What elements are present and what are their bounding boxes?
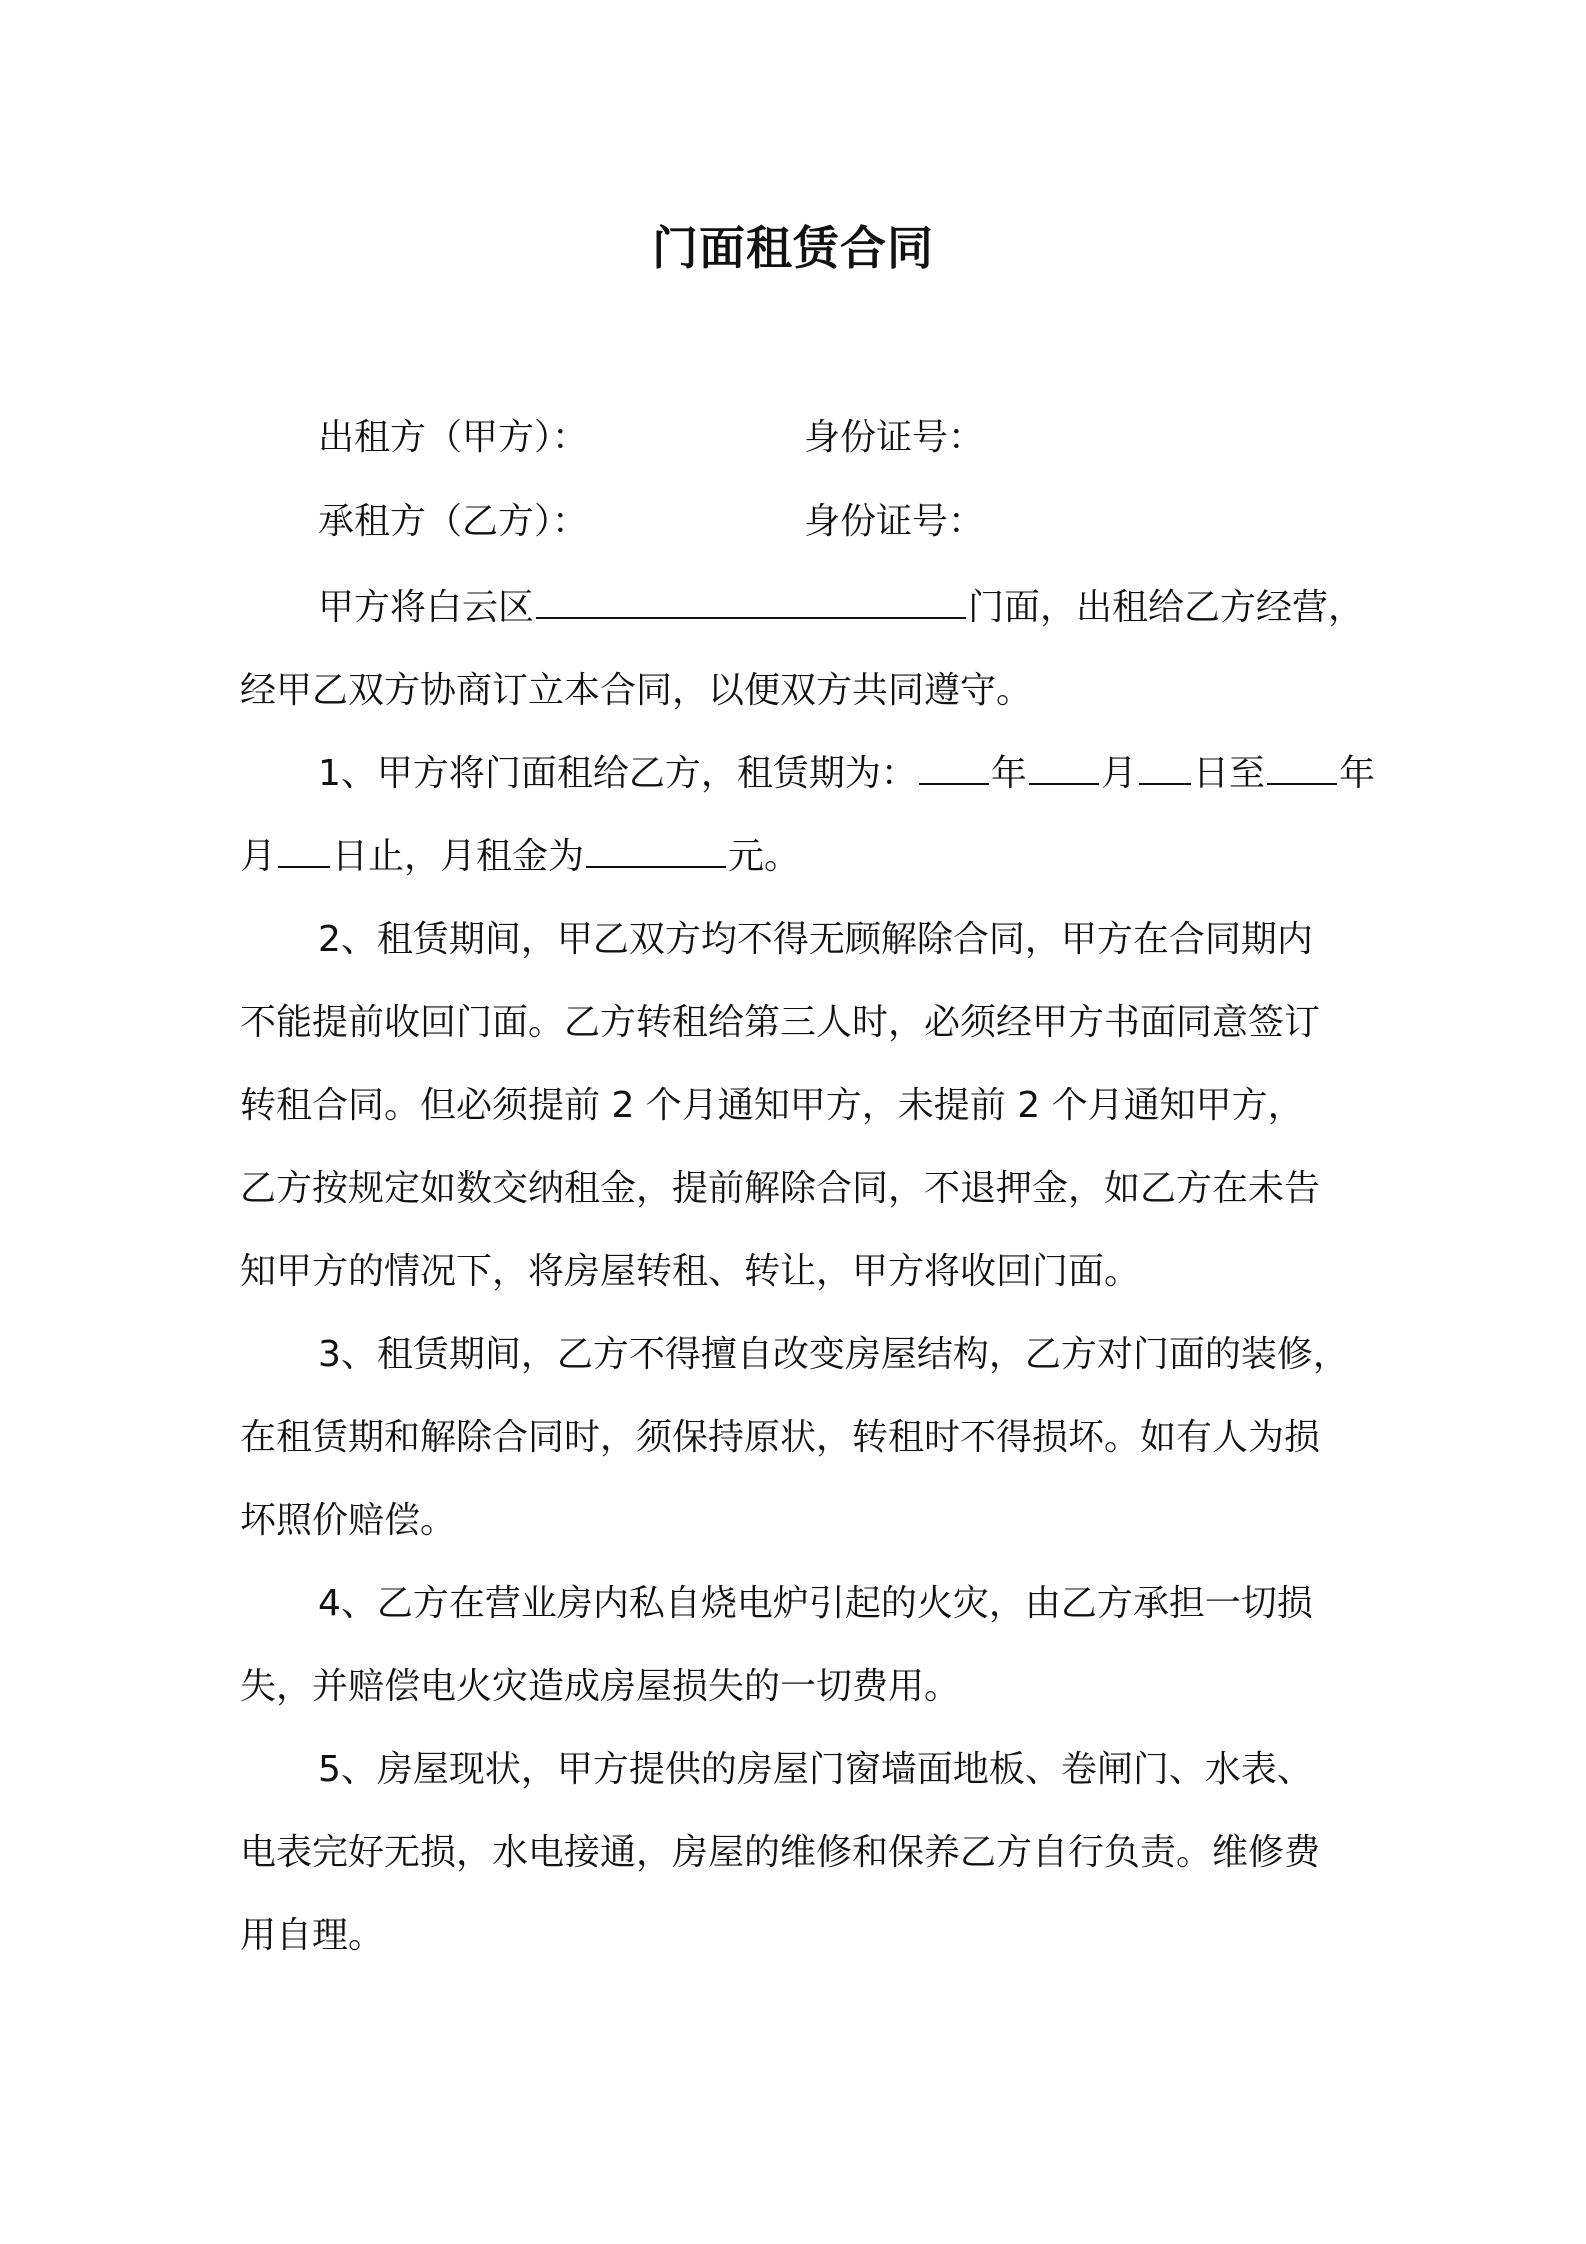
clause1-day-to: 日至 bbox=[1192, 753, 1265, 794]
clause1-line-2 bbox=[240, 815, 1352, 898]
rent-amount-blank bbox=[586, 826, 726, 868]
lessee-row bbox=[318, 492, 985, 552]
lessor-label: 出租方（甲方）： bbox=[318, 417, 589, 458]
clause1-line-1 bbox=[240, 732, 1375, 815]
lessor-id-label: 身份证号： bbox=[804, 417, 985, 458]
start-day-blank bbox=[1139, 743, 1191, 785]
end-day-blank bbox=[278, 826, 330, 868]
clause3-line-3: 坏照价赔偿。 bbox=[240, 1500, 457, 1541]
clause2-line-4: 乙方按规定如数交纳租金，提前解除合同，不退押金，如乙方在未告 bbox=[240, 1168, 1321, 1209]
contract-body bbox=[240, 566, 1375, 1977]
lessee-id-label: 身份证号： bbox=[804, 501, 985, 542]
clause5-line-3: 用自理。 bbox=[240, 1915, 385, 1956]
intro-text-2: 门面，出租给乙方经营， bbox=[968, 587, 1365, 628]
clause2-line-3: 转租合同。但必须提前 2 个月通知甲方，未提前 2 个月通知甲方， bbox=[240, 1085, 1304, 1126]
clause1-text-start: 1、甲方将门面租给乙方，租赁期为： bbox=[318, 753, 917, 794]
end-year-blank bbox=[1267, 743, 1337, 785]
clause1-year-1: 年 bbox=[990, 753, 1027, 794]
clause4-line-2: 失，并赔偿电火灾造成房屋损失的一切费用。 bbox=[240, 1666, 961, 1707]
intro-line-1 bbox=[240, 566, 1365, 649]
intro-text-1: 甲方将白云区 bbox=[318, 587, 535, 628]
clause1-day-end: 日止，月租金为 bbox=[332, 836, 585, 877]
clause1-month-2: 月 bbox=[240, 836, 277, 877]
intro-line-2: 经甲乙双方协商订立本合同，以便双方共同遵守。 bbox=[240, 670, 1033, 711]
lessee-label: 承租方（乙方）： bbox=[318, 501, 589, 542]
clause1-yuan: 元。 bbox=[728, 836, 801, 877]
clause3-line-2: 在租赁期和解除合同时，须保持原状，转租时不得损坏。如有人为损 bbox=[240, 1417, 1321, 1458]
clause5-line-1: 5、房屋现状，甲方提供的房屋门窗墙面地板、卷闸门、水表、 bbox=[318, 1749, 1313, 1790]
document-title: 门面租赁合同 bbox=[652, 221, 934, 275]
clause3-line-1: 3、租赁期间，乙方不得擅自改变房屋结构，乙方对门面的装修， bbox=[318, 1334, 1349, 1375]
clause2-line-2: 不能提前收回门面。乙方转租给第三人时，必须经甲方书面同意签订 bbox=[240, 1002, 1321, 1043]
lessor-row bbox=[318, 408, 985, 468]
clause4-line-1: 4、乙方在营业房内私自烧电炉引起的火灾，由乙方承担一切损 bbox=[318, 1583, 1313, 1624]
start-month-blank bbox=[1029, 743, 1099, 785]
clause5-line-2: 电表完好无损，水电接通，房屋的维修和保养乙方自行负责。维修费 bbox=[240, 1832, 1321, 1873]
clause1-month-1: 月 bbox=[1100, 753, 1137, 794]
address-blank bbox=[536, 577, 966, 619]
start-year-blank bbox=[919, 743, 989, 785]
clause1-year-2: 年 bbox=[1338, 753, 1375, 794]
clause2-line-1: 2、租赁期间，甲乙双方均不得无顾解除合同，甲方在合同期内 bbox=[318, 919, 1313, 960]
clause2-line-5: 知甲方的情况下，将房屋转租、转让，甲方将收回门面。 bbox=[240, 1251, 1141, 1292]
